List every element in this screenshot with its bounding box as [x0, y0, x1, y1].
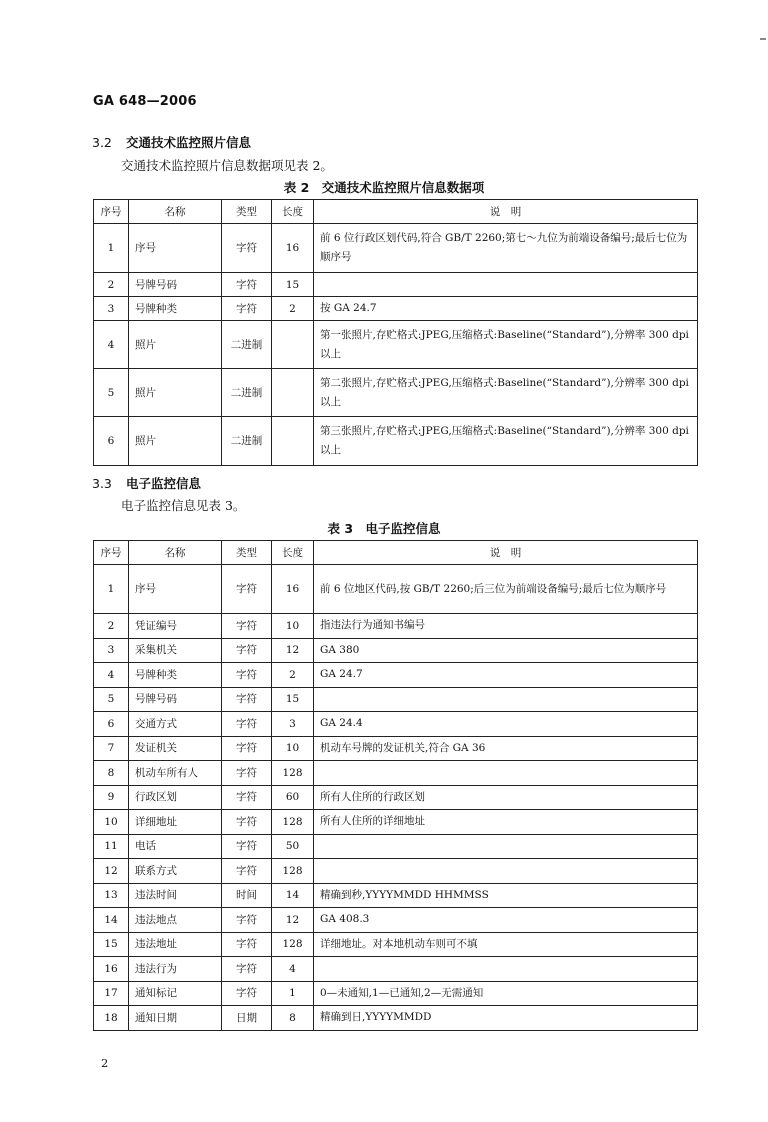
table-row: [94, 224, 698, 273]
table-header-row: [94, 200, 698, 224]
column-header: 说 明: [314, 200, 698, 224]
cell-name: 机动车所有人: [129, 761, 222, 786]
cell-name: 详细地址: [129, 810, 222, 835]
cell-name: 凭证编号: [129, 614, 222, 639]
cell-name: 序号: [129, 224, 222, 273]
table-row: [94, 859, 698, 884]
cell-description: 所有人住所的详细地址: [314, 810, 698, 835]
cell-description: 前 6 位行政区划代码,符合 GB/T 2260;第七～九位为前端设备编号;最后七位为顺序号: [314, 224, 698, 273]
table-row: [94, 687, 698, 712]
table-row: [94, 908, 698, 933]
cell-length: [272, 321, 314, 369]
table-row: [94, 761, 698, 786]
cell-length: 60: [272, 785, 314, 810]
cell-length: 12: [272, 908, 314, 933]
cell-no: 2: [94, 273, 129, 297]
column-header: 序号: [94, 541, 129, 565]
cell-type: 字符: [222, 761, 272, 786]
table-row: [94, 417, 698, 466]
table-row: [94, 321, 698, 369]
table-row: [94, 736, 698, 761]
cell-length: 128: [272, 932, 314, 957]
table-row: [94, 810, 698, 835]
table-row: [94, 785, 698, 810]
cell-no: 5: [94, 369, 129, 417]
cell-length: 2: [272, 663, 314, 688]
cell-name: 行政区划: [129, 785, 222, 810]
cell-no: 15: [94, 932, 129, 957]
section-3-3-heading: [92, 474, 201, 492]
cell-description: GA 24.4: [314, 712, 698, 737]
cell-length: 8: [272, 1006, 314, 1031]
cell-no: 4: [94, 663, 129, 688]
scan-artifact: [760, 38, 766, 40]
cell-length: 4: [272, 957, 314, 982]
table-row: [94, 712, 698, 737]
cell-no: 5: [94, 687, 129, 712]
cell-description: GA 408.3: [314, 908, 698, 933]
cell-name: 违法地点: [129, 908, 222, 933]
cell-description: 按 GA 24.7: [314, 297, 698, 321]
table-3-caption: 表 3 电子监控信息: [327, 521, 441, 536]
cell-name: 违法地址: [129, 932, 222, 957]
cell-no: 3: [94, 638, 129, 663]
table-row: [94, 614, 698, 639]
cell-type: 字符: [222, 810, 272, 835]
cell-description: 0—未通知,1—已通知,2—无需通知: [314, 981, 698, 1006]
cell-length: [272, 369, 314, 417]
table-row: [94, 565, 698, 614]
cell-name: 照片: [129, 369, 222, 417]
cell-no: 8: [94, 761, 129, 786]
cell-description: 所有人住所的行政区划: [314, 785, 698, 810]
cell-description: [314, 834, 698, 859]
table-row: [94, 981, 698, 1006]
cell-description: [314, 273, 698, 297]
cell-type: 字符: [222, 859, 272, 884]
table-row: [94, 883, 698, 908]
table-row: [94, 1006, 698, 1031]
cell-type: 字符: [222, 663, 272, 688]
cell-no: 7: [94, 736, 129, 761]
cell-type: 字符: [222, 273, 272, 297]
table-header-row: [94, 541, 698, 565]
cell-description: 机动车号牌的发证机关,符合 GA 36: [314, 736, 698, 761]
cell-length: 10: [272, 736, 314, 761]
cell-type: 二进制: [222, 321, 272, 369]
column-header: 名称: [129, 200, 222, 224]
cell-type: 字符: [222, 224, 272, 273]
standard-code-header: GA 648—2006: [93, 94, 197, 109]
table-row: [94, 663, 698, 688]
cell-no: 1: [94, 565, 129, 614]
cell-length: [272, 417, 314, 466]
cell-length: 10: [272, 614, 314, 639]
cell-description: 精确到日,YYYYMMDD: [314, 1006, 698, 1031]
page-number: 2: [101, 1056, 109, 1070]
cell-description: GA 380: [314, 638, 698, 663]
cell-name: 电话: [129, 834, 222, 859]
cell-no: 6: [94, 417, 129, 466]
cell-no: 14: [94, 908, 129, 933]
cell-length: 2: [272, 297, 314, 321]
table-row: [94, 638, 698, 663]
cell-length: 12: [272, 638, 314, 663]
cell-type: 字符: [222, 297, 272, 321]
section-title: 电子监控信息: [126, 476, 202, 491]
cell-no: 11: [94, 834, 129, 859]
cell-no: 4: [94, 321, 129, 369]
cell-type: 字符: [222, 785, 272, 810]
cell-description: 详细地址。对本地机动车则可不填: [314, 932, 698, 957]
column-header: 类型: [222, 541, 272, 565]
table-2-caption: 表 2 交通技术监控照片信息数据项: [283, 180, 485, 195]
cell-description: 第一张照片,存贮格式:JPEG,压缩格式:Baseline(“Standard”),分辨率 300 dpi 以上: [314, 321, 698, 369]
cell-name: 采集机关: [129, 638, 222, 663]
cell-no: 9: [94, 785, 129, 810]
cell-description: [314, 957, 698, 982]
cell-type: 字符: [222, 687, 272, 712]
cell-name: 违法时间: [129, 883, 222, 908]
cell-no: 1: [94, 224, 129, 273]
cell-no: 10: [94, 810, 129, 835]
cell-no: 6: [94, 712, 129, 737]
cell-no: 12: [94, 859, 129, 884]
cell-description: 前 6 位地区代码,按 GB/T 2260;后三位为前端设备编号;最后七位为顺序号: [314, 565, 698, 614]
cell-description: 精确到秒,YYYYMMDD HHMMSS: [314, 883, 698, 908]
cell-no: 16: [94, 957, 129, 982]
cell-name: 序号: [129, 565, 222, 614]
cell-description: [314, 859, 698, 884]
cell-length: 16: [272, 224, 314, 273]
cell-length: 128: [272, 761, 314, 786]
cell-name: 照片: [129, 321, 222, 369]
column-header: 说 明: [314, 541, 698, 565]
cell-type: 字符: [222, 908, 272, 933]
cell-length: 14: [272, 883, 314, 908]
table-row: [94, 273, 698, 297]
cell-no: 2: [94, 614, 129, 639]
cell-type: 字符: [222, 736, 272, 761]
cell-length: 3: [272, 712, 314, 737]
section-3-3-paragraph: 电子监控信息见表 3。: [121, 498, 246, 513]
cell-no: 13: [94, 883, 129, 908]
cell-type: 字符: [222, 614, 272, 639]
cell-type: 字符: [222, 638, 272, 663]
cell-type: 二进制: [222, 369, 272, 417]
cell-type: 二进制: [222, 417, 272, 466]
cell-length: 16: [272, 565, 314, 614]
cell-type: 字符: [222, 834, 272, 859]
cell-length: 1: [272, 981, 314, 1006]
column-header: 序号: [94, 200, 129, 224]
section-3-2-paragraph: 交通技术监控照片信息数据项见表 2。: [121, 158, 333, 173]
table-row: [94, 834, 698, 859]
cell-name: 照片: [129, 417, 222, 466]
cell-type: 时间: [222, 883, 272, 908]
cell-length: 128: [272, 859, 314, 884]
cell-no: 18: [94, 1006, 129, 1031]
cell-description: 第三张照片,存贮格式:JPEG,压缩格式:Baseline(“Standard”),分辨率 300 dpi 以上: [314, 417, 698, 466]
cell-name: 联系方式: [129, 859, 222, 884]
cell-name: 违法行为: [129, 957, 222, 982]
table-3: [93, 540, 698, 1031]
cell-type: 字符: [222, 957, 272, 982]
cell-no: 17: [94, 981, 129, 1006]
column-header: 名称: [129, 541, 222, 565]
table-row: [94, 369, 698, 417]
cell-name: 号牌种类: [129, 663, 222, 688]
cell-length: 15: [272, 273, 314, 297]
cell-type: 日期: [222, 1006, 272, 1031]
cell-description: 指违法行为通知书编号: [314, 614, 698, 639]
cell-length: 128: [272, 810, 314, 835]
section-3-2-heading: [92, 133, 251, 151]
section-title: 交通技术监控照片信息: [126, 135, 252, 150]
cell-description: 第二张照片,存贮格式:JPEG,压缩格式:Baseline(“Standard”),分辨率 300 dpi 以上: [314, 369, 698, 417]
cell-no: 3: [94, 297, 129, 321]
cell-name: 通知标记: [129, 981, 222, 1006]
table-row: [94, 297, 698, 321]
section-number: 3.2: [92, 135, 112, 150]
cell-type: 字符: [222, 565, 272, 614]
cell-description: [314, 687, 698, 712]
column-header: 类型: [222, 200, 272, 224]
cell-name: 号牌号码: [129, 273, 222, 297]
cell-name: 号牌号码: [129, 687, 222, 712]
cell-name: 交通方式: [129, 712, 222, 737]
cell-name: 通知日期: [129, 1006, 222, 1031]
cell-description: [314, 761, 698, 786]
cell-description: GA 24.7: [314, 663, 698, 688]
column-header: 长度: [272, 541, 314, 565]
table-row: [94, 957, 698, 982]
cell-name: 号牌种类: [129, 297, 222, 321]
cell-type: 字符: [222, 981, 272, 1006]
section-number: 3.3: [92, 476, 112, 491]
cell-type: 字符: [222, 712, 272, 737]
column-header: 长度: [272, 200, 314, 224]
cell-length: 50: [272, 834, 314, 859]
cell-length: 15: [272, 687, 314, 712]
table-2: [93, 199, 698, 466]
cell-type: 字符: [222, 932, 272, 957]
cell-name: 发证机关: [129, 736, 222, 761]
table-row: [94, 932, 698, 957]
